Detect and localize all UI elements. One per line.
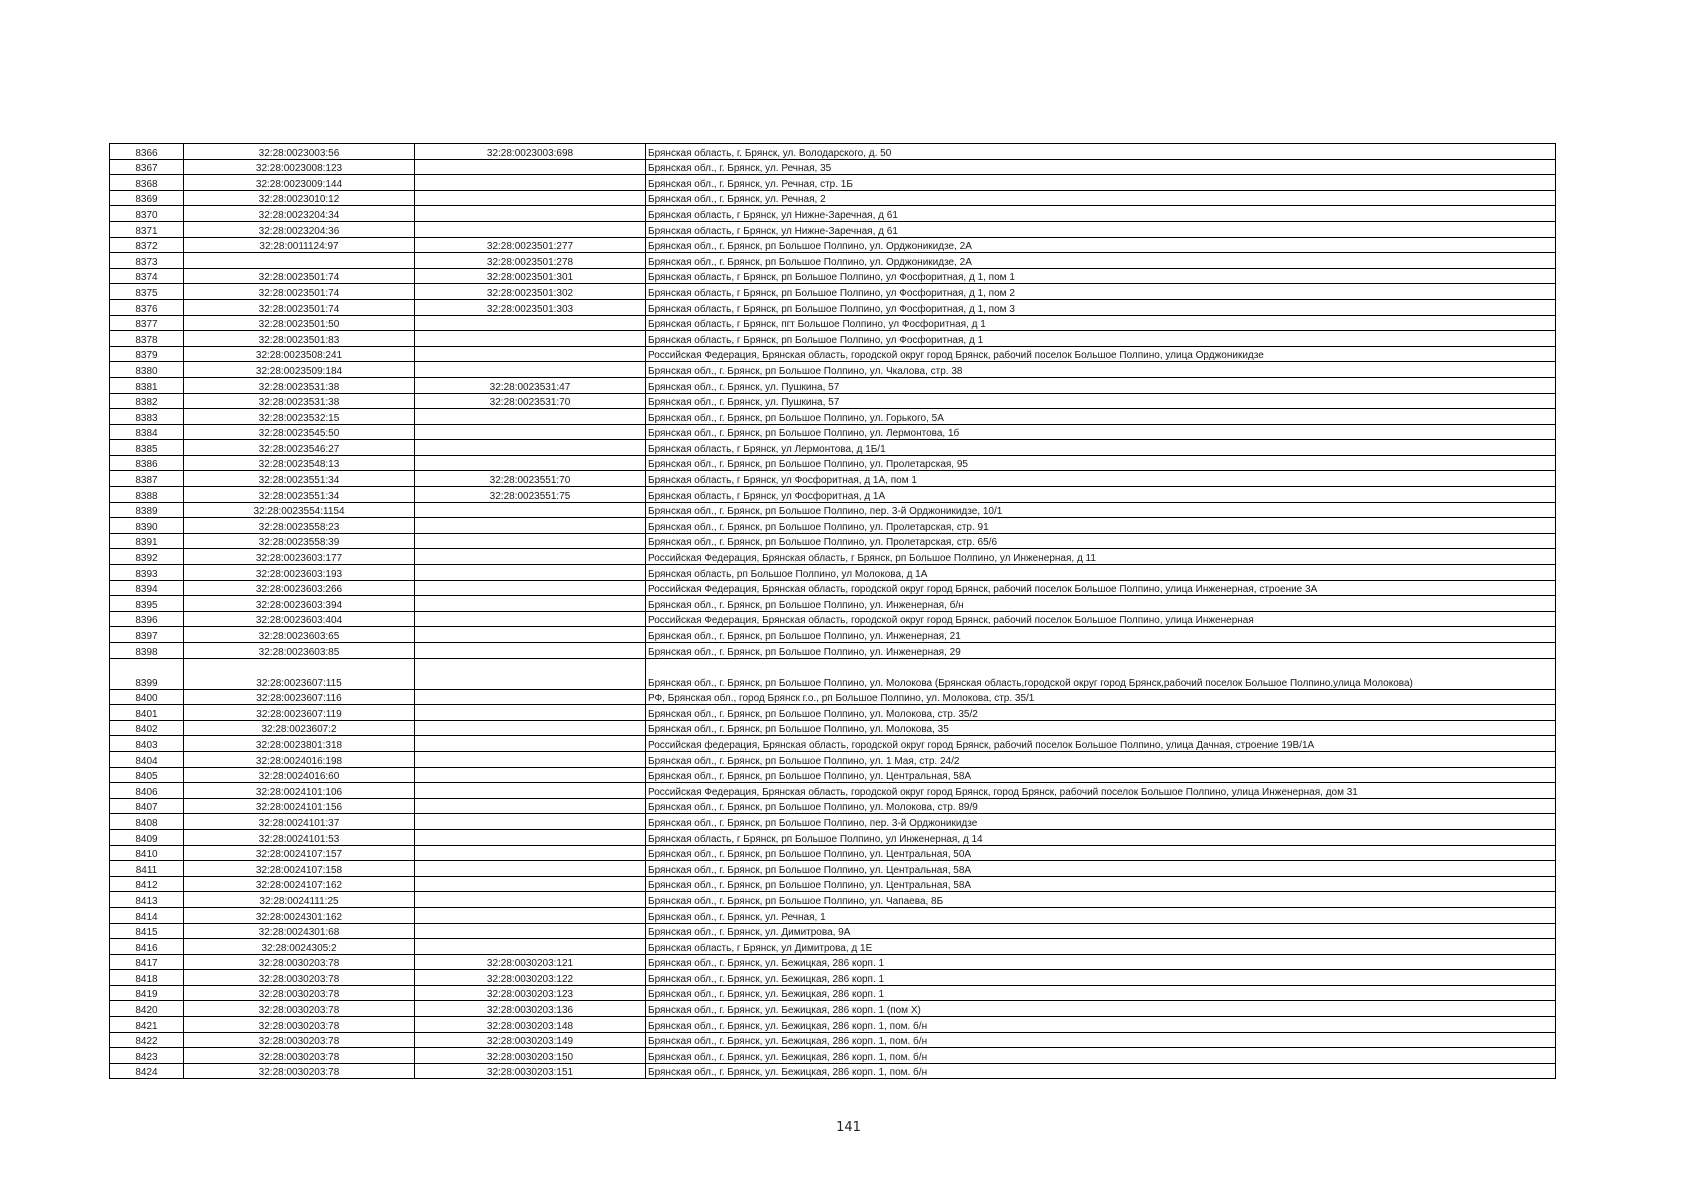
parcel-cadastral-number-cell: 32:28:0023501:50 [184, 315, 415, 331]
parcel-cadastral-number-cell: 32:28:0023554:1154 [184, 502, 415, 518]
parcel-cadastral-number-cell: 32:28:0023558:23 [184, 518, 415, 534]
row-number-cell: 8420 [110, 1001, 184, 1017]
table-row [110, 798, 1556, 814]
parcel-cadastral-number-cell: 32:28:0030203:78 [184, 1063, 415, 1079]
object-cadastral-number-cell [415, 159, 646, 175]
table-row [110, 611, 1556, 627]
table-row [110, 502, 1556, 518]
table-row [110, 783, 1556, 799]
object-cadastral-number-cell [415, 939, 646, 955]
row-number-cell: 8414 [110, 907, 184, 923]
row-number-cell: 8403 [110, 736, 184, 752]
table-row [110, 362, 1556, 378]
table-row [110, 346, 1556, 362]
parcel-cadastral-number-cell: 32:28:0024016:198 [184, 751, 415, 767]
row-number-cell: 8424 [110, 1063, 184, 1079]
table-row [110, 954, 1556, 970]
parcel-cadastral-number-cell: 32:28:0030203:78 [184, 1017, 415, 1033]
table-row [110, 159, 1556, 175]
table-row [110, 1063, 1556, 1079]
parcel-cadastral-number-cell: 32:28:0023603:404 [184, 611, 415, 627]
address-cell: Брянская обл., г. Брянск, рп Большое Полпино, ул. Молокова (Брянская область,городской округ город Брянск,рабочий поселок Большое Полпино,улица Молокова) [646, 658, 1556, 689]
parcel-cadastral-number-cell: 32:28:0024111:25 [184, 892, 415, 908]
address-cell: Брянская обл., г. Брянск, ул. Речная, 35 [646, 159, 1556, 175]
address-cell: Российская федерация, Брянская область, городской округ город Брянск, рабочий поселок Большое Полпино, улица Дачная, строение 19В/1А [646, 736, 1556, 752]
address-cell: Брянская обл., г. Брянск, рп Большое Полпино, ул. Центральная, 58А [646, 876, 1556, 892]
object-cadastral-number-cell [415, 580, 646, 596]
parcel-cadastral-number-cell: 32:28:0023204:36 [184, 221, 415, 237]
row-number-cell: 8381 [110, 377, 184, 393]
address-cell: Брянская обл., г. Брянск, рп Большое Полпино, ул. Горького, 5А [646, 409, 1556, 425]
object-cadastral-number-cell [415, 705, 646, 721]
row-number-cell: 8408 [110, 814, 184, 830]
address-cell: Брянская обл., г. Брянск, рп Большое Полпино, ул. Молокова, стр. 35/2 [646, 705, 1556, 721]
registry-table-body [110, 144, 1556, 1079]
row-number-cell: 8423 [110, 1048, 184, 1064]
table-row [110, 736, 1556, 752]
parcel-cadastral-number-cell: 32:28:0023009:144 [184, 175, 415, 191]
parcel-cadastral-number-cell: 32:28:0024301:68 [184, 923, 415, 939]
row-number-cell: 8415 [110, 923, 184, 939]
row-number-cell: 8410 [110, 845, 184, 861]
object-cadastral-number-cell [415, 751, 646, 767]
address-cell: Брянская область, рп Большое Полпино, ул Молокова, д 1А [646, 565, 1556, 581]
address-cell: РФ, Брянская обл., город Брянск г.о., рп Большое Полпино, ул. Молокова, стр. 35/1 [646, 689, 1556, 705]
table-row [110, 876, 1556, 892]
row-number-cell: 8400 [110, 689, 184, 705]
row-number-cell: 8368 [110, 175, 184, 191]
registry-table [109, 143, 1556, 1079]
object-cadastral-number-cell [415, 783, 646, 799]
table-row [110, 814, 1556, 830]
parcel-cadastral-number-cell: 32:28:0023607:116 [184, 689, 415, 705]
table-row [110, 237, 1556, 253]
object-cadastral-number-cell [415, 861, 646, 877]
row-number-cell: 8405 [110, 767, 184, 783]
parcel-cadastral-number-cell: 32:28:0023532:15 [184, 409, 415, 425]
parcel-cadastral-number-cell: 32:28:0023501:74 [184, 299, 415, 315]
object-cadastral-number-cell [415, 221, 646, 237]
address-cell: Брянская обл., г. Брянск, ул. Пушкина, 57 [646, 393, 1556, 409]
row-number-cell: 8409 [110, 829, 184, 845]
address-cell: Брянская обл., г. Брянск, ул. Димитрова, 9А [646, 923, 1556, 939]
row-number-cell: 8421 [110, 1017, 184, 1033]
table-row [110, 377, 1556, 393]
table-row [110, 767, 1556, 783]
row-number-cell: 8395 [110, 596, 184, 612]
parcel-cadastral-number-cell: 32:28:0024101:53 [184, 829, 415, 845]
object-cadastral-number-cell [415, 845, 646, 861]
object-cadastral-number-cell: 32:28:0023501:303 [415, 299, 646, 315]
address-cell: Брянская обл., г. Брянск, рп Большое Полпино, ул. Молокова, 35 [646, 720, 1556, 736]
table-row [110, 409, 1556, 425]
object-cadastral-number-cell: 32:28:0023551:70 [415, 471, 646, 487]
table-row [110, 1048, 1556, 1064]
row-number-cell: 8371 [110, 221, 184, 237]
row-number-cell: 8376 [110, 299, 184, 315]
object-cadastral-number-cell: 32:28:0023531:70 [415, 393, 646, 409]
address-cell: Брянская обл., г. Брянск, ул. Бежицкая, 286 корп. 1 [646, 970, 1556, 986]
row-number-cell: 8399 [110, 658, 184, 689]
table-row [110, 1001, 1556, 1017]
object-cadastral-number-cell [415, 190, 646, 206]
address-cell: Брянская обл., г. Брянск, рп Большое Полпино, ул. Орджоникидзе, 2А [646, 253, 1556, 269]
parcel-cadastral-number-cell: 32:28:0023509:184 [184, 362, 415, 378]
address-cell: Брянская область, г Брянск, рп Большое Полпино, ул Фосфоритная, д 1, пом 3 [646, 299, 1556, 315]
row-number-cell: 8401 [110, 705, 184, 721]
object-cadastral-number-cell: 32:28:0023501:277 [415, 237, 646, 253]
parcel-cadastral-number-cell: 32:28:0023607:2 [184, 720, 415, 736]
object-cadastral-number-cell [415, 346, 646, 362]
parcel-cadastral-number-cell: 32:28:0023801:318 [184, 736, 415, 752]
object-cadastral-number-cell [415, 331, 646, 347]
table-row [110, 284, 1556, 300]
object-cadastral-number-cell: 32:28:0023531:47 [415, 377, 646, 393]
row-number-cell: 8388 [110, 487, 184, 503]
parcel-cadastral-number-cell: 32:28:0023551:34 [184, 471, 415, 487]
table-row [110, 689, 1556, 705]
table-row [110, 565, 1556, 581]
table-row [110, 829, 1556, 845]
address-cell: Брянская обл., г. Брянск, рп Большое Полпино, ул. Центральная, 50А [646, 845, 1556, 861]
row-number-cell: 8384 [110, 424, 184, 440]
parcel-cadastral-number-cell: 32:28:0023546:27 [184, 440, 415, 456]
row-number-cell: 8375 [110, 284, 184, 300]
row-number-cell: 8385 [110, 440, 184, 456]
address-cell: Брянская обл., г. Брянск, рп Большое Полпино, ул. Молокова, стр. 89/9 [646, 798, 1556, 814]
row-number-cell: 8416 [110, 939, 184, 955]
parcel-cadastral-number-cell: 32:28:0023548:13 [184, 455, 415, 471]
address-cell: Брянская обл., г. Брянск, рп Большое Полпино, ул. 1 Мая, стр. 24/2 [646, 751, 1556, 767]
row-number-cell: 8366 [110, 144, 184, 160]
parcel-cadastral-number-cell: 32:28:0023531:38 [184, 377, 415, 393]
address-cell: Брянская область, г Брянск, ул Лермонтова, д 1Б/1 [646, 440, 1556, 456]
parcel-cadastral-number-cell: 32:28:0024301:162 [184, 907, 415, 923]
parcel-cadastral-number-cell: 32:28:0024305:2 [184, 939, 415, 955]
table-row [110, 299, 1556, 315]
address-cell: Брянская обл., г. Брянск, рп Большое Полпино, ул. Пролетарская, стр. 65/6 [646, 533, 1556, 549]
row-number-cell: 8417 [110, 954, 184, 970]
parcel-cadastral-number-cell: 32:28:0030203:78 [184, 954, 415, 970]
object-cadastral-number-cell [415, 315, 646, 331]
row-number-cell: 8413 [110, 892, 184, 908]
row-number-cell: 8402 [110, 720, 184, 736]
row-number-cell: 8386 [110, 455, 184, 471]
table-row [110, 424, 1556, 440]
table-row [110, 720, 1556, 736]
parcel-cadastral-number-cell: 32:28:0023010:12 [184, 190, 415, 206]
object-cadastral-number-cell [415, 424, 646, 440]
table-row [110, 643, 1556, 659]
object-cadastral-number-cell: 32:28:0030203:122 [415, 970, 646, 986]
row-number-cell: 8372 [110, 237, 184, 253]
object-cadastral-number-cell: 32:28:0030203:136 [415, 1001, 646, 1017]
table-row [110, 751, 1556, 767]
object-cadastral-number-cell [415, 627, 646, 643]
address-cell: Брянская обл., г. Брянск, рп Большое Полпино, ул. Пролетарская, стр. 91 [646, 518, 1556, 534]
parcel-cadastral-number-cell: 32:28:0023508:241 [184, 346, 415, 362]
table-row [110, 939, 1556, 955]
table-row [110, 580, 1556, 596]
row-number-cell: 8367 [110, 159, 184, 175]
object-cadastral-number-cell: 32:28:0023003:698 [415, 144, 646, 160]
parcel-cadastral-number-cell: 32:28:0023603:85 [184, 643, 415, 659]
row-number-cell: 8419 [110, 985, 184, 1001]
table-row [110, 596, 1556, 612]
row-number-cell: 8404 [110, 751, 184, 767]
row-number-cell: 8397 [110, 627, 184, 643]
parcel-cadastral-number-cell: 32:28:0023603:394 [184, 596, 415, 612]
object-cadastral-number-cell [415, 596, 646, 612]
address-cell: Брянская обл., г. Брянск, ул. Речная, 1 [646, 907, 1556, 923]
table-row [110, 627, 1556, 643]
address-cell: Брянская область, г Брянск, ул Фосфоритная, д 1А [646, 487, 1556, 503]
table-row [110, 471, 1556, 487]
table-row [110, 658, 1556, 689]
parcel-cadastral-number-cell: 32:28:0023531:38 [184, 393, 415, 409]
parcel-cadastral-number-cell: 32:28:0024101:37 [184, 814, 415, 830]
table-row [110, 190, 1556, 206]
row-number-cell: 8391 [110, 533, 184, 549]
table-row [110, 315, 1556, 331]
object-cadastral-number-cell: 32:28:0023551:75 [415, 487, 646, 503]
row-number-cell: 8387 [110, 471, 184, 487]
table-row [110, 845, 1556, 861]
object-cadastral-number-cell: 32:28:0023501:301 [415, 268, 646, 284]
object-cadastral-number-cell: 32:28:0030203:150 [415, 1048, 646, 1064]
address-cell: Брянская обл., г. Брянск, ул. Речная, стр. 1Б [646, 175, 1556, 191]
parcel-cadastral-number-cell: 32:28:0023501:74 [184, 268, 415, 284]
address-cell: Брянская область, г Брянск, рп Большое Полпино, ул Инженерная, д 14 [646, 829, 1556, 845]
parcel-cadastral-number-cell: 32:28:0024016:60 [184, 767, 415, 783]
object-cadastral-number-cell [415, 409, 646, 425]
parcel-cadastral-number-cell: 32:28:0030203:78 [184, 1048, 415, 1064]
row-number-cell: 8373 [110, 253, 184, 269]
object-cadastral-number-cell: 32:28:0023501:278 [415, 253, 646, 269]
table-row [110, 268, 1556, 284]
address-cell: Брянская обл., г. Брянск, рп Большое Полпино, ул. Чкалова, стр. 38 [646, 362, 1556, 378]
object-cadastral-number-cell [415, 440, 646, 456]
object-cadastral-number-cell: 32:28:0030203:148 [415, 1017, 646, 1033]
row-number-cell: 8406 [110, 783, 184, 799]
object-cadastral-number-cell [415, 892, 646, 908]
table-row [110, 144, 1556, 160]
object-cadastral-number-cell [415, 206, 646, 222]
object-cadastral-number-cell [415, 923, 646, 939]
table-row [110, 331, 1556, 347]
row-number-cell: 8369 [110, 190, 184, 206]
table-row [110, 393, 1556, 409]
address-cell: Брянская обл., г. Брянск, рп Большое Полпино, ул. Инженерная, 21 [646, 627, 1556, 643]
object-cadastral-number-cell [415, 518, 646, 534]
table-row [110, 1017, 1556, 1033]
row-number-cell: 8382 [110, 393, 184, 409]
object-cadastral-number-cell: 32:28:0023501:302 [415, 284, 646, 300]
parcel-cadastral-number-cell: 32:28:0023558:39 [184, 533, 415, 549]
parcel-cadastral-number-cell: 32:28:0024101:106 [184, 783, 415, 799]
parcel-cadastral-number-cell: 32:28:0023003:56 [184, 144, 415, 160]
row-number-cell: 8370 [110, 206, 184, 222]
parcel-cadastral-number-cell: 32:28:0024107:158 [184, 861, 415, 877]
address-cell: Российская Федерация, Брянская область, г Брянск, рп Большое Полпино, ул Инженерная, д 11 [646, 549, 1556, 565]
parcel-cadastral-number-cell: 32:28:0030203:78 [184, 1001, 415, 1017]
address-cell: Брянская обл., г. Брянск, рп Большое Полпино, ул. Орджоникидзе, 2А [646, 237, 1556, 253]
row-number-cell: 8394 [110, 580, 184, 596]
address-cell: Брянская обл., г. Брянск, рп Большое Полпино, ул. Инженерная, б/н [646, 596, 1556, 612]
address-cell: Брянская обл., г. Брянск, ул. Бежицкая, 286 корп. 1, пом. б/н [646, 1048, 1556, 1064]
parcel-cadastral-number-cell: 32:28:0023603:177 [184, 549, 415, 565]
table-row [110, 970, 1556, 986]
parcel-cadastral-number-cell: 32:28:0030203:78 [184, 970, 415, 986]
address-cell: Российская Федерация, Брянская область, городской округ город Брянск, рабочий поселок Большое Полпино, улица Инженерная, строение 3А [646, 580, 1556, 596]
address-cell: Брянская область, г Брянск, рп Большое Полпино, ул Фосфоритная, д 1, пом 2 [646, 284, 1556, 300]
address-cell: Брянская обл., г. Брянск, рп Большое Полпино, ул. Центральная, 58А [646, 767, 1556, 783]
object-cadastral-number-cell [415, 814, 646, 830]
row-number-cell: 8396 [110, 611, 184, 627]
object-cadastral-number-cell [415, 689, 646, 705]
address-cell: Брянская область, г Брянск, ул Димитрова, д 1Е [646, 939, 1556, 955]
object-cadastral-number-cell [415, 876, 646, 892]
table-row [110, 221, 1556, 237]
address-cell: Брянская область, г Брянск, ул Фосфоритная, д 1А, пом 1 [646, 471, 1556, 487]
table-row [110, 861, 1556, 877]
table-row [110, 518, 1556, 534]
address-cell: Брянская обл., г. Брянск, ул. Бежицкая, 286 корп. 1 [646, 985, 1556, 1001]
page-number: 141 [836, 1120, 861, 1135]
address-cell: Брянская обл., г. Брянск, рп Большое Полпино, ул. Пролетарская, 95 [646, 455, 1556, 471]
address-cell: Брянская обл., г. Брянск, рп Большое Полпино, ул. Чапаева, 8Б [646, 892, 1556, 908]
address-cell: Российская Федерация, Брянская область, городской округ город Брянск, рабочий поселок Большое Полпино, улица Орджоникидзе [646, 346, 1556, 362]
object-cadastral-number-cell: 32:28:0030203:121 [415, 954, 646, 970]
table-row [110, 440, 1556, 456]
row-number-cell: 8380 [110, 362, 184, 378]
address-cell: Брянская обл., г. Брянск, рп Большое Полпино, ул. Центральная, 58А [646, 861, 1556, 877]
parcel-cadastral-number-cell: 32:28:0011124:97 [184, 237, 415, 253]
parcel-cadastral-number-cell: 32:28:0030203:78 [184, 985, 415, 1001]
address-cell: Брянская обл., г. Брянск, ул. Речная, 2 [646, 190, 1556, 206]
table-row [110, 892, 1556, 908]
parcel-cadastral-number-cell: 32:28:0024101:156 [184, 798, 415, 814]
parcel-cadastral-number-cell: 32:28:0024107:162 [184, 876, 415, 892]
address-cell: Брянская обл., г. Брянск, ул. Пушкина, 57 [646, 377, 1556, 393]
object-cadastral-number-cell [415, 565, 646, 581]
object-cadastral-number-cell [415, 611, 646, 627]
parcel-cadastral-number-cell: 32:28:0024107:157 [184, 845, 415, 861]
address-cell: Брянская область, г. Брянск, ул. Володарского, д. 50 [646, 144, 1556, 160]
object-cadastral-number-cell [415, 907, 646, 923]
table-row [110, 206, 1556, 222]
table-row [110, 487, 1556, 503]
table-row [110, 1032, 1556, 1048]
table-row [110, 253, 1556, 269]
table-row [110, 923, 1556, 939]
object-cadastral-number-cell [415, 549, 646, 565]
parcel-cadastral-number-cell: 32:28:0023501:83 [184, 331, 415, 347]
parcel-cadastral-number-cell: 32:28:0023603:65 [184, 627, 415, 643]
address-cell: Брянская обл., г. Брянск, рп Большое Полпино, пер. 3-й Орджоникидзе, 10/1 [646, 502, 1556, 518]
object-cadastral-number-cell [415, 533, 646, 549]
address-cell: Брянская обл., г. Брянск, ул. Бежицкая, 286 корп. 1, пом. б/н [646, 1063, 1556, 1079]
table-row [110, 175, 1556, 191]
address-cell: Брянская обл., г. Брянск, рп Большое Полпино, ул. Лермонтова, 1б [646, 424, 1556, 440]
row-number-cell: 8377 [110, 315, 184, 331]
address-cell: Брянская обл., г. Брянск, рп Большое Полпино, ул. Инженерная, 29 [646, 643, 1556, 659]
object-cadastral-number-cell [415, 175, 646, 191]
object-cadastral-number-cell: 32:28:0030203:151 [415, 1063, 646, 1079]
row-number-cell: 8378 [110, 331, 184, 347]
table-row [110, 985, 1556, 1001]
object-cadastral-number-cell [415, 502, 646, 518]
object-cadastral-number-cell [415, 798, 646, 814]
table-row [110, 455, 1556, 471]
object-cadastral-number-cell [415, 767, 646, 783]
row-number-cell: 8412 [110, 876, 184, 892]
object-cadastral-number-cell: 32:28:0030203:149 [415, 1032, 646, 1048]
object-cadastral-number-cell: 32:28:0030203:123 [415, 985, 646, 1001]
object-cadastral-number-cell [415, 736, 646, 752]
table-row [110, 533, 1556, 549]
table-row [110, 907, 1556, 923]
address-cell: Брянская обл., г. Брянск, ул. Бежицкая, 286 корп. 1 (пом Х) [646, 1001, 1556, 1017]
table-row [110, 705, 1556, 721]
row-number-cell: 8418 [110, 970, 184, 986]
parcel-cadastral-number-cell: 32:28:0023551:34 [184, 487, 415, 503]
address-cell: Брянская область, г Брянск, рп Большое Полпино, ул Фосфоритная, д 1 [646, 331, 1556, 347]
table-row [110, 549, 1556, 565]
address-cell: Брянская обл., г. Брянск, ул. Бежицкая, 286 корп. 1 [646, 954, 1556, 970]
address-cell: Российская Федерация, Брянская область, городской округ город Брянск, город Брянск, рабочий поселок Большое Полпино, улица Инженерная, дом 31 [646, 783, 1556, 799]
address-cell: Брянская область, г Брянск, рп Большое Полпино, ул Фосфоритная, д 1, пом 1 [646, 268, 1556, 284]
parcel-cadastral-number-cell: 32:28:0023607:119 [184, 705, 415, 721]
row-number-cell: 8390 [110, 518, 184, 534]
row-number-cell: 8411 [110, 861, 184, 877]
address-cell: Брянская область, г Брянск, ул Нижне-Заречная, д 61 [646, 206, 1556, 222]
address-cell: Брянская область, г Брянск, пгт Большое Полпино, ул Фосфоритная, д 1 [646, 315, 1556, 331]
parcel-cadastral-number-cell: 32:28:0023501:74 [184, 284, 415, 300]
object-cadastral-number-cell [415, 362, 646, 378]
address-cell: Брянская область, г Брянск, ул Нижне-Заречная, д 61 [646, 221, 1556, 237]
address-cell: Брянская обл., г. Брянск, ул. Бежицкая, 286 корп. 1, пом. б/н [646, 1017, 1556, 1033]
parcel-cadastral-number-cell [184, 253, 415, 269]
parcel-cadastral-number-cell: 32:28:0023603:266 [184, 580, 415, 596]
address-cell: Брянская обл., г. Брянск, ул. Бежицкая, 286 корп. 1, пом. б/н [646, 1032, 1556, 1048]
parcel-cadastral-number-cell: 32:28:0023204:34 [184, 206, 415, 222]
parcel-cadastral-number-cell: 32:28:0023603:193 [184, 565, 415, 581]
row-number-cell: 8392 [110, 549, 184, 565]
parcel-cadastral-number-cell: 32:28:0023008:123 [184, 159, 415, 175]
object-cadastral-number-cell [415, 720, 646, 736]
object-cadastral-number-cell [415, 455, 646, 471]
object-cadastral-number-cell [415, 829, 646, 845]
row-number-cell: 8383 [110, 409, 184, 425]
object-cadastral-number-cell [415, 658, 646, 689]
row-number-cell: 8389 [110, 502, 184, 518]
parcel-cadastral-number-cell: 32:28:0030203:78 [184, 1032, 415, 1048]
address-cell: Брянская обл., г. Брянск, рп Большое Полпино, пер. 3-й Орджоникидзе [646, 814, 1556, 830]
row-number-cell: 8398 [110, 643, 184, 659]
object-cadastral-number-cell [415, 643, 646, 659]
row-number-cell: 8379 [110, 346, 184, 362]
row-number-cell: 8422 [110, 1032, 184, 1048]
address-cell: Российская Федерация, Брянская область, городской округ город Брянск, рабочий поселок Большое Полпино, улица Инженерная [646, 611, 1556, 627]
row-number-cell: 8393 [110, 565, 184, 581]
row-number-cell: 8374 [110, 268, 184, 284]
parcel-cadastral-number-cell: 32:28:0023607:115 [184, 658, 415, 689]
row-number-cell: 8407 [110, 798, 184, 814]
parcel-cadastral-number-cell: 32:28:0023545:50 [184, 424, 415, 440]
